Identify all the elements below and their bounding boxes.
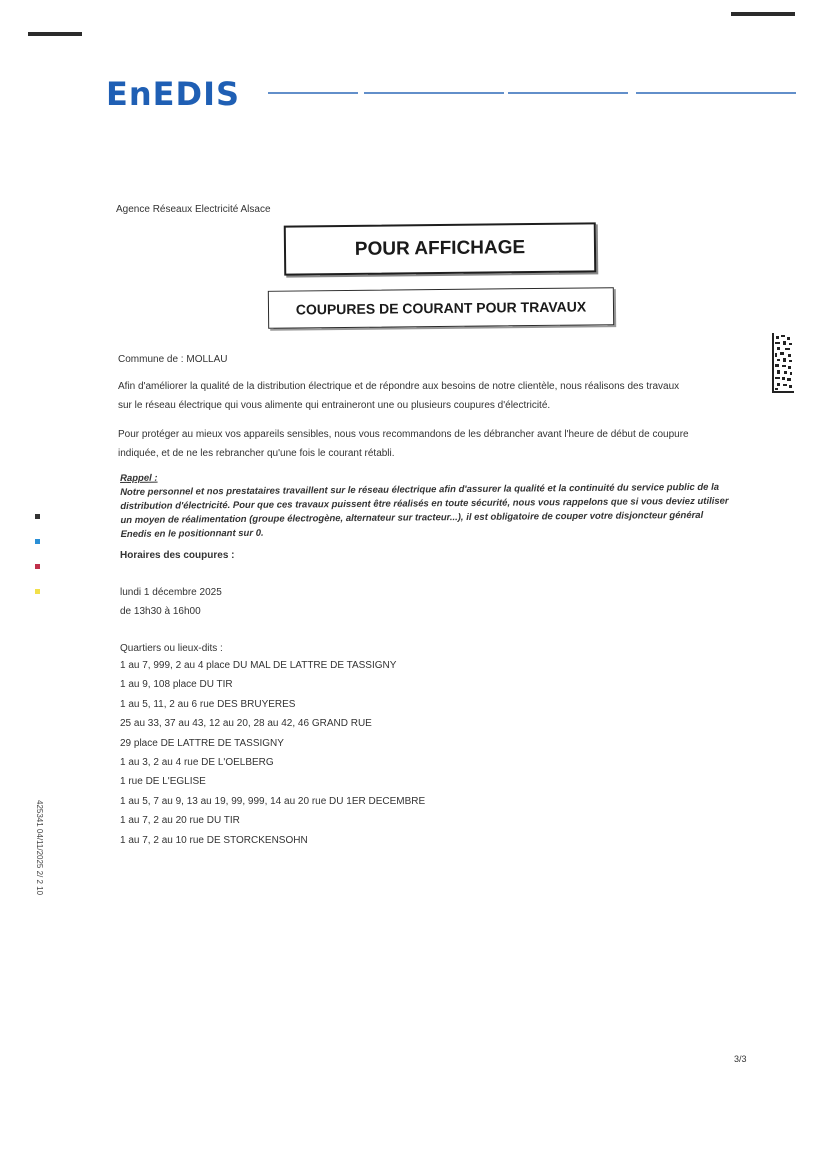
scan-mark-right [731,12,795,16]
list-item: 1 rue DE L'EGLISE [120,776,206,788]
page-title: POUR AFFICHAGE [354,237,526,260]
list-item: 1 au 7, 2 au 20 rue DU TIR [120,815,240,827]
page-subtitle: COUPURES DE COURANT POUR TRAVAUX [295,298,587,318]
agency-name: Agence Réseaux Electricité Alsace [116,204,271,215]
scan-mark-left [28,32,82,36]
schedule-date-line [120,583,222,602]
list-item: 25 au 33, 37 au 43, 12 au 20, 28 au 42, 46 GRAND RUE [120,718,372,730]
advice-paragraph [118,425,738,463]
list-item: 1 au 5, 7 au 9, 13 au 19, 99, 999, 14 au 20 rue DU 1ER DECEMBRE [120,795,426,807]
schedule-date: 1 décembre 2025 [143,587,222,598]
rappel-block [120,467,731,542]
title-box [284,222,597,275]
locations-list [120,656,425,850]
intro-paragraph [118,377,738,415]
list-item: 1 au 5, 11, 2 au 6 rue DES BRUYERES [120,698,296,710]
enedis-logo [106,76,266,112]
list-item: 1 au 7, 999, 2 au 4 place DU MAL DE LATTRE DE TASSIGNY [120,660,397,671]
commune-value: MOLLAU [186,354,228,365]
intro-line-2: sur le réseau électrique qui vous alimente qui entraineront une ou plusieurs coupures d'électricité. [118,400,551,411]
rappel-label: Rappel : [120,472,158,484]
page-number: 3/3 [734,1054,747,1064]
list-item: 1 au 7, 2 au 10 rue DE STORCKENSOHN [120,834,308,846]
logo-text: EnEDIS [106,75,241,113]
list-item: 1 au 3, 2 au 4 rue DE L'OELBERG [120,757,274,769]
intro-line-1: Afin d'améliorer la qualité de la distribution électrique et de répondre aux besoins de notre clientèle, nous réalisons des travaux [118,381,680,392]
print-dot-yellow [35,589,40,594]
advice-line-1: Pour protéger au mieux vos appareils sensibles, nous vous recommandons de les débrancher avant l'heure de début de coupure [118,429,689,440]
datamatrix-code [772,333,794,393]
commune-line [118,350,228,369]
locations-heading: Quartiers ou lieux-dits : [120,643,223,654]
commune-label: Commune de : [118,354,184,365]
advice-line-2: indiquée, et de ne les rebrancher qu'une fois le courant rétabli. [118,448,395,459]
print-dot-cyan [35,539,40,544]
header-rule [268,92,796,94]
print-dot-magenta [35,564,40,569]
list-item: 29 place DE LATTRE DE TASSIGNY [120,737,284,749]
list-item: 1 au 9, 108 place DU TIR [120,679,233,691]
schedule-time: de 13h30 à 16h00 [120,606,201,617]
print-dot-black [35,514,40,519]
schedule-day: lundi [120,587,142,598]
rappel-text: Notre personnel et nos prestataires travaillent sur le réseau électrique afin d'assurer la qualité et la continuité du service public de la distribution d'électricité. Pour que ces travaux puissent être réalisés en toute sécurité, nous vous rappelons que si vous deviez utiliser un moyen de réalimentation (groupe électrogène, alternateur sur tracteur...), il est obligatoire de couper votre disjoncteur général Enedis en le positionnant sur 0. [120,481,729,540]
subtitle-box [268,287,614,329]
margin-code: 425341 04/11/2025 2/ 2 10 [35,800,44,896]
schedule-heading: Horaires des coupures : [120,550,235,561]
